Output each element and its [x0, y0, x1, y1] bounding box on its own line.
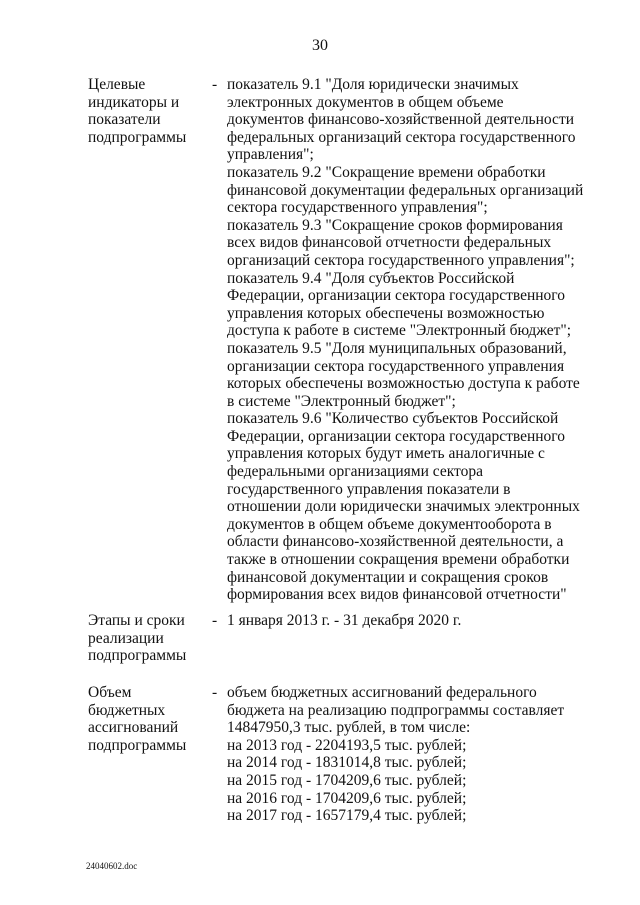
text-line: электронных документов в общем объеме — [227, 93, 504, 111]
text-line: в системе "Электронный бюджет"; — [227, 392, 456, 410]
section-dash: - — [212, 76, 218, 93]
page-number: 30 — [312, 37, 328, 54]
text-line: организаций сектора государственного управления"; — [227, 251, 575, 269]
text-line: сектора государственного управления"; — [227, 199, 488, 217]
section-label: Объем бюджетных ассигнований подпрограммы — [88, 684, 187, 754]
text-line: также в отношении сокращения времени обработки — [227, 551, 570, 569]
text-line: на 2013 год - 2204193,5 тыс. рублей; — [227, 736, 467, 754]
text-line: Федерации, организации сектора государственного — [227, 287, 566, 305]
text-line: показатель 9.3 "Сокращение сроков формирования — [227, 216, 563, 234]
text-line: показатель 9.1 "Доля юридически значимых — [227, 76, 519, 93]
text-line: управления которых обеспечены возможностью — [227, 304, 545, 322]
text-line: доступа к работе в системе "Электронный бюджет"; — [227, 322, 572, 340]
text-line: Федерации, организации сектора государственного — [227, 427, 566, 445]
text-line: показатель 9.6 "Количество субъектов Российской — [227, 410, 559, 428]
section-content — [227, 612, 587, 630]
text-line: формирования всех видов финансовой отчетности" — [227, 586, 567, 604]
text-line: на 2016 год - 1704209,6 тыс. рублей; — [227, 789, 467, 807]
text-line: федеральных организаций сектора государственного — [227, 128, 576, 146]
text-line: финансовой документации федеральных организаций — [227, 181, 584, 199]
text-line: 14847950,3 тыс. рублей, в том числе: — [227, 719, 471, 737]
text-line: на 2014 год - 1831014,8 тыс. рублей; — [227, 754, 467, 772]
text-line: показатель 9.2 "Сокращение времени обработки — [227, 163, 546, 181]
text-line: которых обеспечены возможностью доступа к работе — [227, 375, 580, 393]
text-line: на 2017 год - 1657179,4 тыс. рублей; — [227, 807, 467, 825]
text-line: на 2015 год - 1704209,6 тыс. рублей; — [227, 771, 467, 789]
text-line: финансовой документации и сокращения сроков — [227, 568, 549, 586]
text-line: организации сектора государственного управления — [227, 357, 565, 375]
text-line: показатель 9.5 "Доля муниципальных образований, — [227, 339, 567, 357]
section-content — [227, 684, 587, 825]
section-dash: - — [212, 612, 218, 629]
text-line: объем бюджетных ассигнований федерального — [227, 684, 537, 701]
text-line: области финансово-хозяйственной деятельности, а — [227, 533, 564, 551]
section-label: Целевые индикаторы и показатели подпрограммы — [88, 76, 187, 146]
text-line: государственного управления показатели в — [227, 480, 511, 498]
text-line: бюджета на реализацию подпрограммы составляет — [227, 701, 565, 719]
footer-filename: 24040602.doc — [86, 861, 138, 871]
text-line: отношении доли юридически значимых электронных — [227, 498, 580, 516]
text-line: управления"; — [227, 146, 314, 164]
text-line: всех видов финансовой отчетности федеральных — [227, 234, 552, 252]
text-line: 1 января 2013 г. - 31 декабря 2020 г. — [227, 612, 462, 629]
section-dash: - — [212, 684, 218, 701]
text-line: документов в общем объеме документооборота в — [227, 515, 552, 533]
text-line: документов финансово-хозяйственной деятельности — [227, 111, 575, 129]
section-label: Этапы и сроки реализации подпрограммы — [88, 612, 187, 665]
text-line: федеральными организациями сектора — [227, 463, 483, 481]
text-line: управления которых будут иметь аналогичные с — [227, 445, 545, 463]
text-line: показатель 9.4 "Доля субъектов Российской — [227, 269, 515, 287]
section-content — [227, 76, 587, 604]
